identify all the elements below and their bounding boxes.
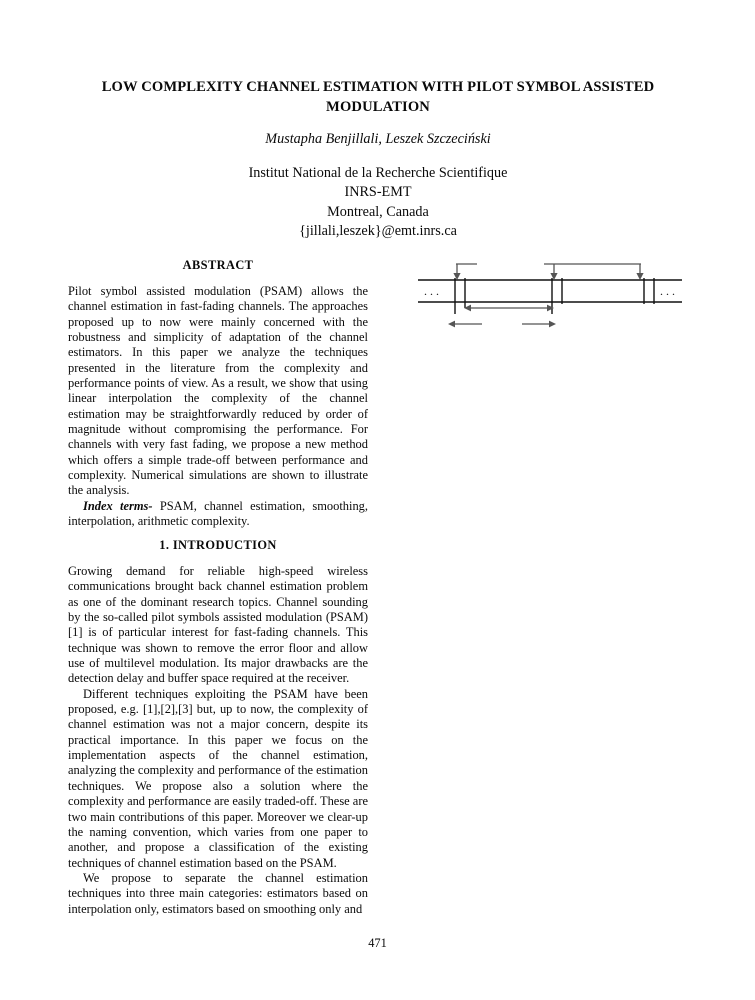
author-list: Mustapha Benjillali, Leszek Szczeciński: [265, 131, 491, 147]
frame-rails: [418, 280, 682, 302]
abstract-heading: ABSTRACT: [182, 258, 254, 272]
abstract-text: Pilot symbol assisted modulation (PSAM) allows the channel estimation in fast-fading channels. The approaches proposed up to now were mainly concerned with the robustness and simplicity of adaptation of the channel estimators. In this paper we analyze the techniques presented in the literature from the complexity and performance points of view. As a result, we show that using linear interpolation the complexity of the channel estimation may be straightforwardly reduced by order of magnitude without compromising the performance. For channels with very fast fading, we propose a new method which offers a simple trade-off between performance and complexity. Numerical simulations are shown to illustrate the analysis.: [68, 284, 368, 498]
introduction-section: [68, 538, 368, 917]
figure-right-ellipsis: . . .: [660, 284, 675, 298]
intro-paragraph-2: Different techniques exploiting the PSAM have been proposed, e.g. [1],[2],[3] but, up to now, the complexity of channel estimation was not a major concern, despite its practical importance. In this paper we focus on the implementation aspects of the channel estimation, analyzing the complexity and performance of the estimation techniques. We propose also a solution where the complexity and performance are easily traded-off. These are two main contributions of this paper. Moreover we clear-up the naming convention, which varies from one paper to another, and propose a classification of the existing techniques of channel estimation based on the PSAM.: [68, 686, 368, 870]
intro-paragraph-1: Growing demand for reliable high-speed wireless communications brought back channel estimation problem as one of the dominant research topics. Channel sounding by the so-called pilot symbols assisted modulation (PSAM) [1] is of particular interest for fast-fading channels. This technique was shown to remove the error floor and allow use of multilevel modulation. Its major drawbacks are the detection delay and buffer space required at the receiver.: [68, 564, 368, 686]
affiliation-line-3: Montreal, Canada: [327, 203, 429, 220]
affiliation-line-1: Institut National de la Recherche Scientifique: [248, 165, 508, 181]
intro-paragraph-3: We propose to separate the channel estimation techniques into three main categories: estimators based on interpolation only, estimators based on smoothing only and: [68, 870, 368, 916]
page-title: LOW COMPLEXITY CHANNEL ESTIMATION WITH PILOT SYMBOL ASSISTED MODULATION: [101, 79, 655, 115]
index-terms-paragraph: [68, 499, 368, 530]
figure-frame-structure: [404, 252, 694, 342]
frame-length-bracket: [544, 264, 644, 280]
affiliation-block: [68, 164, 688, 241]
index-terms-value: PSAM, channel estimation, smoothing, interpolation, arithmetic complexity.: [68, 498, 369, 529]
slot-span-arrow: [464, 305, 554, 312]
pilot-marker-left: [453, 264, 477, 280]
title-block: [68, 78, 688, 117]
affiliation-line-2: INRS-EMT: [344, 184, 412, 201]
page-number: 471: [368, 936, 387, 950]
frame-structure-svg: [404, 252, 694, 342]
affiliation-email: {jillali,leszek}@emt.inrs.ca: [299, 222, 457, 239]
introduction-heading: 1. INTRODUCTION: [159, 538, 277, 552]
index-terms-label: Index terms-: [83, 498, 153, 513]
left-column: [68, 258, 368, 530]
figure-left-ellipsis: . . .: [424, 284, 439, 298]
gap-measure-arrows: [448, 321, 556, 328]
